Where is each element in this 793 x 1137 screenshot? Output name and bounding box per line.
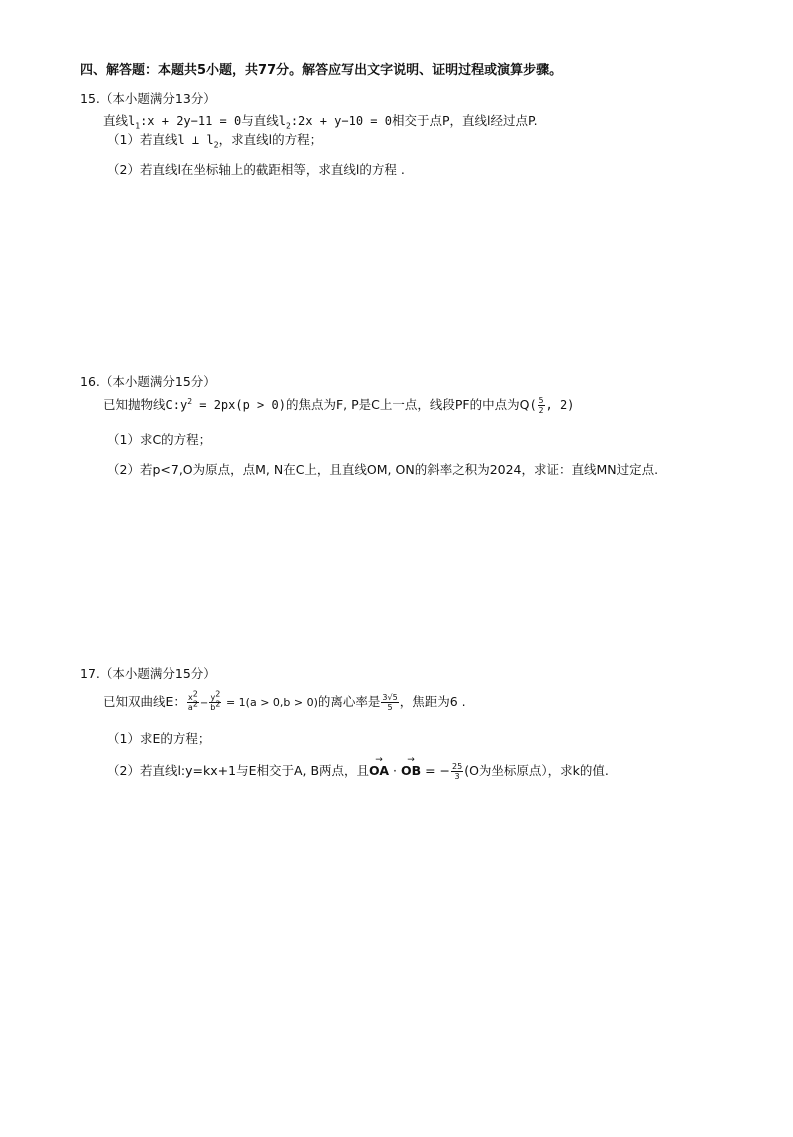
q17-e-den: 5 [387,703,393,712]
q16-curve-name: C:y [165,398,188,412]
q15-part1-l: l ⊥ l [177,133,214,147]
q17-header: 17.（本小题满分15分） [80,666,216,681]
q16-q-rest: , 2) [545,398,575,412]
q17-intro [103,689,466,713]
q16-intro-a: 已知抛物线 [103,397,166,412]
q17-eq: = − [421,763,450,778]
q17-r-fraction [451,762,463,781]
q17-b-den [209,699,221,712]
q16-curve-eq: = 2px(p > 0) [192,398,286,412]
q15-part1-a: （1）若直线 [107,132,178,147]
q17-a-den-sup: 2 [192,699,198,709]
q17-b-den-var: b [210,703,216,712]
q15-part1-sub: 2 [213,140,219,150]
q15-l1-name: l [128,114,136,128]
q17-part2-a: （2）若直线l:y=kx+1与E相交于A, B两点，且 [107,763,370,778]
q17-e-num: 3√5 [382,693,398,702]
q15-l2-eq: :2x + y−10 = 0 [290,114,392,128]
q16-q-fraction [538,396,545,415]
q16-q-frac-num: 5 [538,396,544,405]
q16-q-paren: ( [529,398,537,412]
q16-curve-sup: 2 [187,397,193,406]
q17-y-num-sup: 2 [215,689,221,699]
q17-r-num: 25 [452,762,463,771]
q15-l1-eq: :x + 2y−11 = 0 [140,114,242,128]
q17-minus: − [199,698,209,709]
q17-x-fraction [187,689,199,712]
q16-point-q [529,396,575,415]
q15-intro-b: 与直线 [241,113,279,128]
q15-intro-c: 相交于点P，直线l经过点P. [391,113,538,128]
q17-vector-oa: → OA [369,762,389,780]
q16-curve [166,398,286,412]
q15-l1-sub: 1 [135,121,141,131]
q15-l2-sub: 2 [285,121,291,131]
q17-y-fraction [209,689,221,712]
q17-e-fraction [381,693,398,712]
q16-intro-b: 的焦点为F, P是C上一点，线段PF的中点为Q [285,397,530,412]
q15-header: 15.（本小题满分13分） [80,91,216,106]
q15-l2-name: l [278,114,286,128]
q17-part2-b: (O为坐标原点），求k的值. [464,763,609,778]
q15-part2: （2）若直线l在坐标轴上的截距相等，求直线l的方程 . [107,162,405,177]
q17-part1: （1）求E的方程； [107,731,211,746]
q17-y-num-var: y [210,693,216,702]
q16-header: 16.（本小题满分15分） [80,374,216,389]
q15-l1 [128,114,242,131]
q16-intro [103,396,574,415]
section-heading: 四、解答题：本题共5小题，共77分。解答应写出文字说明、证明过程或演算步骤。 [80,63,563,78]
q17-b-den-sup: 2 [215,699,221,709]
q17-r-den: 3 [454,772,460,781]
q15-part1 [107,131,322,149]
q15-l2 [278,114,392,131]
q17-a-den-var: a [187,703,193,712]
q17-vector-ob: → OB [401,762,421,780]
q17-x-num-sup: 2 [192,689,198,699]
q17-eq-rest: = 1(a > 0,b > 0) [222,696,318,709]
q15-intro-a: 直线 [103,113,129,128]
q17-intro-c: ，焦距为6 . [399,694,466,709]
q17-intro-a: 已知双曲线E： [103,694,186,709]
q17-intro-b: 的离心率是 [317,694,381,709]
q16-part2: （2）若p<7,O为原点，点M, N在C上，且直线OM, ON的斜率之积为2024，求证：直线MN过定点. [107,462,659,477]
q15-part1-b: ，求直线l的方程； [218,132,323,147]
q17-a-den [187,699,199,712]
q16-q-frac-den: 2 [538,406,544,415]
q15-intro [103,112,538,130]
q17-dot: · [389,763,401,778]
q17-x-num-var: x [187,693,193,702]
q16-part1: （1）求C的方程； [107,432,212,447]
q17-part2 [107,762,609,781]
